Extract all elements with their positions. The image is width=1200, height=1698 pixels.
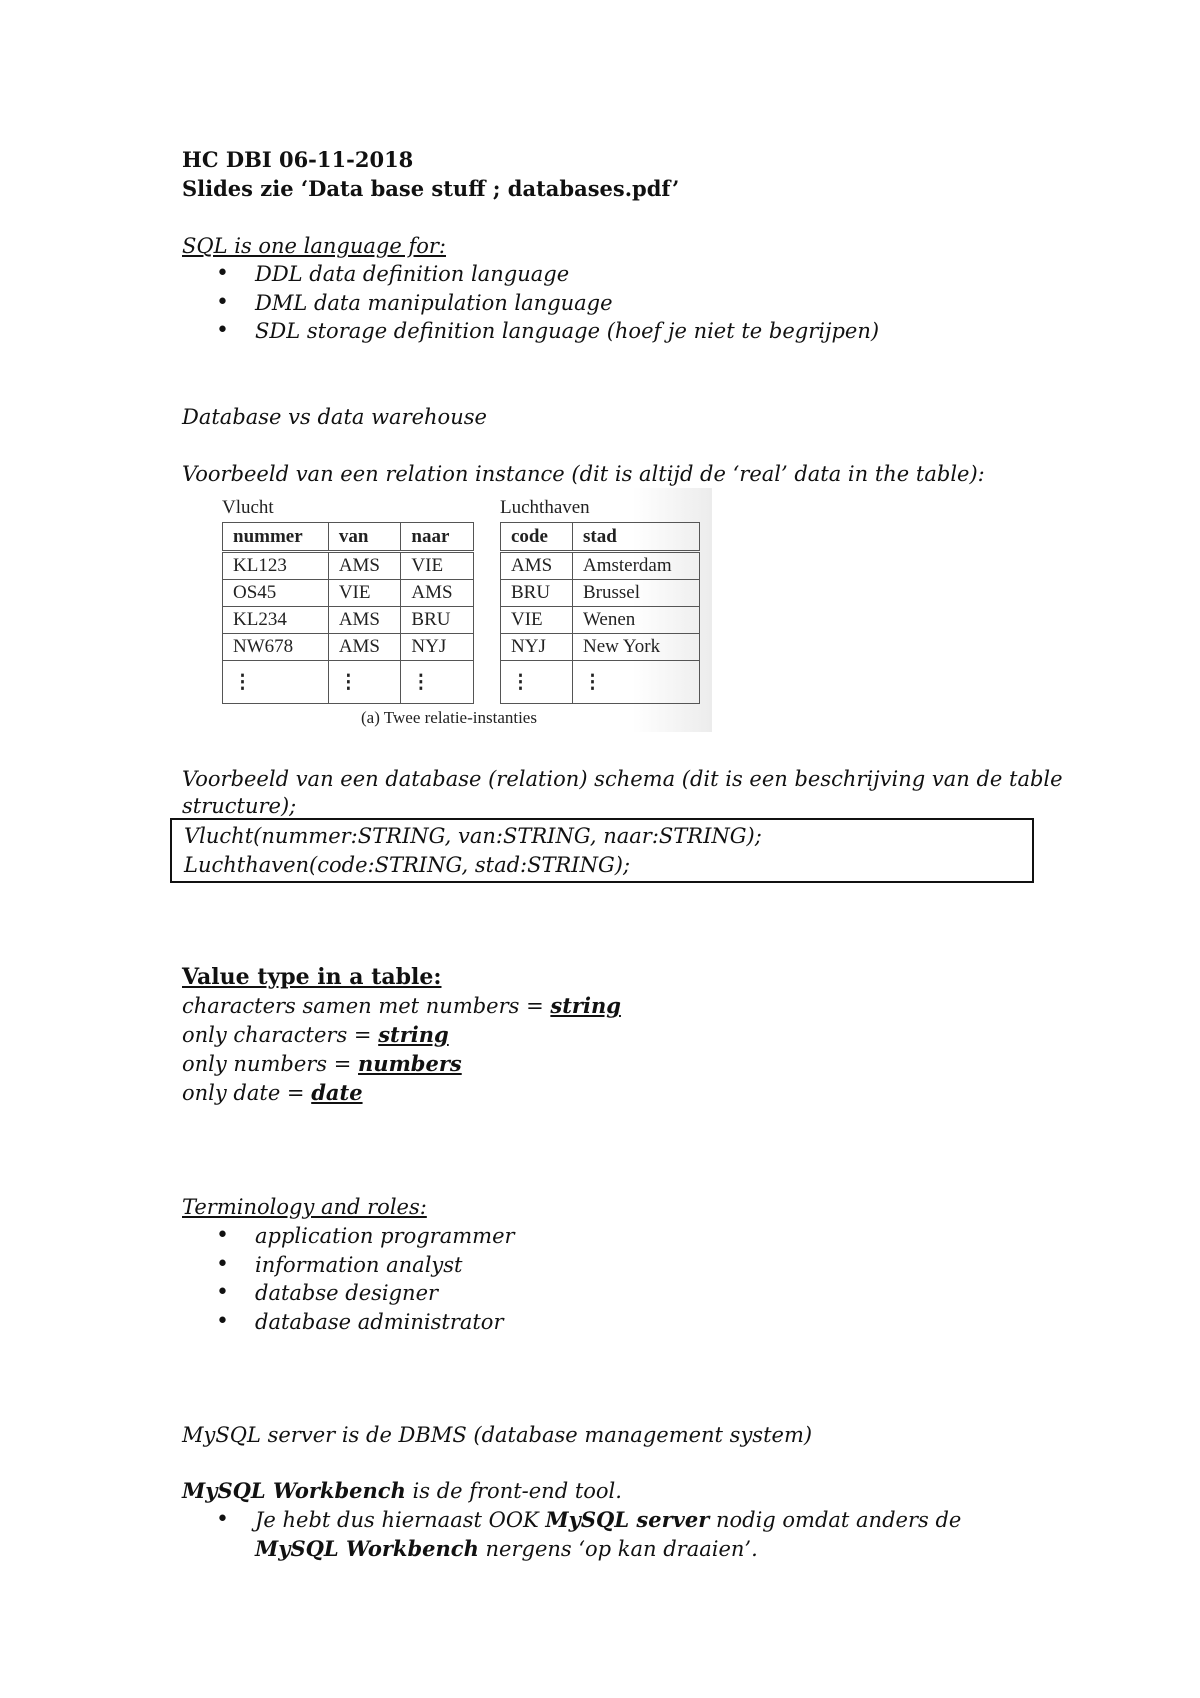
table-cell: AMS [328, 552, 401, 580]
schema-box [170, 818, 1034, 883]
mysql-workbench-rest: is de front-end tool. [405, 1479, 622, 1503]
text-run: nodig omdat anders de [709, 1508, 962, 1532]
table-cell: AMS [328, 634, 401, 661]
schema-intro-line-1: Voorbeeld van een database (relation) schema (dit is een beschrijving van de table [182, 767, 1063, 791]
terminology-bullet-list [182, 1222, 1082, 1336]
value-type-label: only numbers = [182, 1052, 359, 1076]
table-name-vlucht: Vlucht [222, 497, 274, 518]
list-item: • DDL data definition language [182, 260, 1082, 289]
table-cell: OS45 [223, 580, 329, 607]
figure-caption: (a) Twee relatie-instanties [361, 708, 537, 727]
terminology-heading: Terminology and roles: [182, 1195, 427, 1219]
column-header: code [501, 523, 573, 552]
table-cell: KL234 [223, 607, 329, 634]
value-type-value: string [550, 993, 621, 1018]
value-type-line [182, 1079, 1082, 1108]
sql-bullet-list [182, 260, 1082, 346]
value-type-label: characters samen met numbers = [182, 994, 551, 1018]
table-cell: BRU [501, 580, 573, 607]
relation-instances-figure [218, 488, 712, 732]
vlucht-table [222, 522, 474, 704]
document-subtitle: Slides zie ‘Data base stuff ; databases.pdf’ [182, 176, 680, 201]
value-type-line [182, 1050, 1082, 1079]
table-row [223, 552, 474, 580]
value-type-value: date [311, 1080, 363, 1105]
sql-heading: SQL is one language for: [182, 234, 446, 258]
value-type-line [182, 1021, 1082, 1050]
table-cell: Amsterdam [573, 552, 700, 580]
table-name-luchthaven: Luchthaven [500, 497, 590, 518]
table-cell: VIE [328, 580, 401, 607]
list-item: • DML data manipulation language [182, 289, 1082, 318]
column-header: van [328, 523, 401, 552]
table-cell: ⋮ [401, 661, 474, 704]
table-row [223, 607, 474, 634]
table-cell: VIE [401, 552, 474, 580]
value-type-label: only characters = [182, 1023, 379, 1047]
table-cell: NW678 [223, 634, 329, 661]
luchthaven-table [500, 522, 700, 704]
schema-line-luchthaven: Luchthaven(code:STRING, stad:STRING); [184, 852, 631, 877]
table-cell: VIE [501, 607, 573, 634]
table-cell: AMS [401, 580, 474, 607]
table-cell: New York [573, 634, 700, 661]
table-cell: NYJ [401, 634, 474, 661]
list-item: • SDL storage definition language (hoef je niet te begrijpen) [182, 317, 1082, 346]
mysql-bullet-list [182, 1506, 1082, 1563]
table-row [501, 661, 700, 704]
table-cell: AMS [328, 607, 401, 634]
list-item: • database administrator [182, 1308, 1082, 1337]
text-run-bold: MySQL Workbench [255, 1535, 479, 1561]
table-cell: ⋮ [223, 661, 329, 704]
mysql-workbench-text [182, 1477, 1082, 1506]
text-run: nergens ‘op kan draaien’. [478, 1536, 758, 1561]
mysql-server-text: MySQL server is de DBMS (database management system) [182, 1423, 813, 1447]
table-cell: ⋮ [573, 661, 700, 704]
table-cell: AMS [501, 552, 573, 580]
table-row [223, 580, 474, 607]
relation-instance-intro: Voorbeeld van een relation instance (dit is altijd de ‘real’ data in the table): [182, 462, 985, 486]
column-header: stad [573, 523, 700, 552]
document-title: HC DBI 06-11-2018 [182, 147, 414, 172]
table-row [223, 634, 474, 661]
column-header: naar [401, 523, 474, 552]
table-cell: BRU [401, 607, 474, 634]
table-cell: ⋮ [328, 661, 401, 704]
list-item: • application programmer [182, 1222, 1082, 1251]
value-type-value: string [378, 1022, 449, 1047]
table-cell: KL123 [223, 552, 329, 580]
text-run-bold: MySQL server [545, 1507, 710, 1532]
table-cell: ⋮ [501, 661, 573, 704]
db-vs-dw-text: Database vs data warehouse [182, 405, 487, 429]
value-type-value: numbers [358, 1051, 462, 1076]
table-row [223, 661, 474, 704]
schema-line-vlucht: Vlucht(nummer:STRING, van:STRING, naar:STRING); [184, 824, 762, 848]
value-type-line [182, 992, 1082, 1021]
schema-intro-line-2: structure); [182, 794, 297, 818]
column-header: nummer [223, 523, 329, 552]
text-run: Je hebt dus hiernaast OOK [255, 1508, 546, 1532]
table-cell: Wenen [573, 607, 700, 634]
table-cell: Brussel [573, 580, 700, 607]
table-row [501, 552, 700, 580]
list-item: • information analyst [182, 1251, 1082, 1280]
table-row [501, 634, 700, 661]
table-row [501, 580, 700, 607]
mysql-workbench-bold: MySQL Workbench [182, 1478, 406, 1503]
value-type-heading: Value type in a table: [182, 964, 442, 990]
value-type-label: only date = [182, 1081, 312, 1105]
table-cell: NYJ [501, 634, 573, 661]
list-item: • databse designer [182, 1279, 1082, 1308]
list-item [182, 1506, 1015, 1563]
table-row [501, 607, 700, 634]
